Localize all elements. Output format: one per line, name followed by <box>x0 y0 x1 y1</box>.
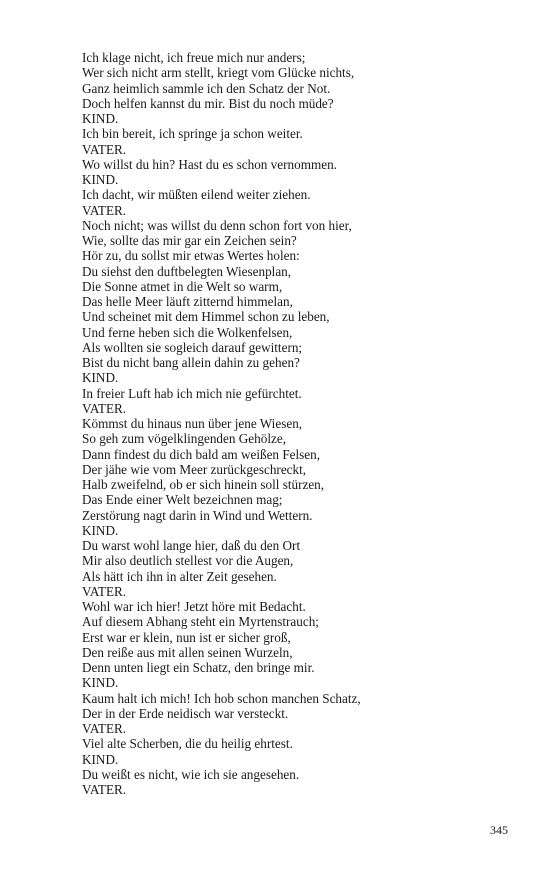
verse-line: Wie, sollte das mir gar ein Zeichen sein? <box>82 233 297 248</box>
speaker-label: KIND. <box>82 751 119 767</box>
verse-line: So geh zum vögelklingenden Gehölze, <box>82 431 286 447</box>
verse-line: Kömmst du hinaus nun über jene Wiesen, <box>82 416 303 431</box>
verse-line: Die Sonne atmet in die Welt so warm, <box>82 278 283 294</box>
verse-line: Du siehst den duftbelegten Wiesenplan, <box>82 263 292 279</box>
speaker-label: VATER. <box>82 782 127 797</box>
verse-line: Und ferne heben sich die Wolkenfelsen, <box>82 324 293 340</box>
verse-line: Wohl war ich hier! Jetzt höre mit Bedacht. <box>82 599 306 614</box>
verse-line: Hör zu, du sollst mir etwas Wertes holen: <box>82 248 300 264</box>
speaker-label: KIND. <box>82 370 119 386</box>
speaker-label: VATER. <box>82 400 127 416</box>
speaker-label: VATER. <box>82 583 127 599</box>
verse-line: Halb zweifelnd, ob er sich hinein soll stürzen, <box>82 477 325 492</box>
verse-line: Bist du nicht bang allein dahin zu gehen? <box>82 355 300 370</box>
speaker-label: KIND. <box>82 522 119 538</box>
verse-line: Als wollten sie sogleich darauf gewittern; <box>82 339 303 355</box>
verse-line: Wo willst du hin? Hast du es schon vernommen. <box>82 156 337 172</box>
verse-line: Kaum halt ich mich! Ich hob schon manchen Schatz, <box>82 690 361 706</box>
verse-line: Du warst wohl lange hier, daß du den Ort <box>82 538 301 553</box>
verse-line: Du weißt es nicht, wie ich sie angesehen. <box>82 766 300 782</box>
verse-line: Als hätt ich ihn in alter Zeit gesehen. <box>82 568 277 584</box>
verse-line: Noch nicht; was willst du denn schon fort von hier, <box>82 217 352 233</box>
verse-line: Denn unten liegt ein Schatz, den bringe mir. <box>82 660 315 675</box>
verse-line: Dann findest du dich bald am weißen Felsen, <box>82 446 321 462</box>
speaker-label: VATER. <box>82 202 127 218</box>
verse-line: Erst war er klein, nun ist er sicher groß, <box>82 629 291 645</box>
verse-line: Und scheinet mit dem Himmel schon zu leben, <box>82 309 330 325</box>
verse-line: Der jähe wie vom Meer zurückgeschreckt, <box>82 461 307 477</box>
verse-line: Viel alte Scherben, die du heilig ehrtest. <box>82 736 293 752</box>
verse-line: Wer sich nicht arm stellt, kriegt vom Glücke nichts, <box>82 65 355 81</box>
verse-line: Ich klage nicht, ich freue mich nur anders; <box>82 50 306 65</box>
verse-line: Ich dacht, wir müßten eilend weiter ziehen. <box>82 187 311 203</box>
page-number: 345 <box>490 823 508 837</box>
verse-line: Das helle Meer läuft zitternd himmelan, <box>82 294 293 309</box>
speaker-label: VATER. <box>82 721 127 736</box>
verse-line: Ich bin bereit, ich springe ja schon weiter. <box>82 126 303 142</box>
verse-line: Auf diesem Abhang steht ein Myrtenstrauch; <box>82 614 319 630</box>
verse-line: Ganz heimlich sammle ich den Schatz der Not. <box>82 80 331 96</box>
verse-line: Das Ende einer Welt bezeichnen mag; <box>82 492 283 508</box>
verse-line: Den reiße aus mit allen seinen Wurzeln, <box>82 644 293 660</box>
speaker-label: VATER. <box>82 141 127 157</box>
speaker-label: KIND. <box>82 111 119 126</box>
verse-line: Der in der Erde neidisch war versteckt. <box>82 705 289 721</box>
verse-line: In freier Luft hab ich mich nie gefürchtet. <box>82 385 302 401</box>
verse-line: Mir also deutlich stellest vor die Augen, <box>82 553 294 569</box>
speaker-label: KIND. <box>82 675 119 691</box>
dialogue-text-block <box>82 50 522 797</box>
speaker-label: KIND. <box>82 172 119 187</box>
verse-line: Zerstörung nagt darin in Wind und Wettern. <box>82 507 313 523</box>
verse-line: Doch helfen kannst du mir. Bist du noch müde? <box>82 95 334 111</box>
